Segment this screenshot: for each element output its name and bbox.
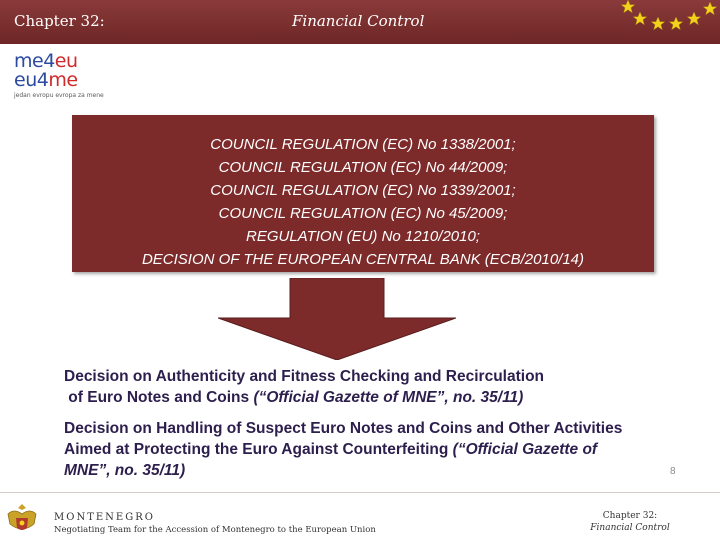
header-chapter: Chapter 32: [14,12,105,30]
decision-suspect-notes: Decision on Handling of Suspect Euro Notes and Coins and Other Activities Aimed at Protecting the Euro Against Counterfeiting (“Official Gazette of MNE”, no. 35/11) [64,420,623,479]
regulations-box [72,115,654,272]
footer-divider [0,492,720,493]
footer-country: MONTENEGRO [54,512,155,523]
regulation-item: COUNCIL REGULATION (EC) No 44/2009; [218,159,508,176]
footer-chapter: Chapter 32: [602,511,658,521]
regulation-item: COUNCIL REGULATION (EC) No 1338/2001; [210,136,516,153]
regulation-item: COUNCIL REGULATION (EC) No 45/2009; [218,205,508,222]
me4eu-logo: me4eu eu4me jedan evropu evropa za mene [14,50,104,99]
decision-authenticity: Decision on Authenticity and Fitness Checking and Recirculation of Euro Notes and Coins (“Official Gazette of MNE”, no. 35/11) [64,368,545,406]
footer-team: Negotiating Team for the Accession of Montenegro to the European Union [54,525,376,535]
regulation-item: REGULATION (EU) No 1210/2010; [246,228,480,245]
down-arrow-icon [218,278,456,360]
regulation-item: COUNCIL REGULATION (EC) No 1339/2001; [210,182,516,199]
page-number: 8 [670,466,676,477]
header-bar [0,0,720,44]
eu-stars-icon [610,0,720,40]
montenegro-emblem-icon [4,500,40,538]
footer-chapter-title: Financial Control [590,523,670,533]
regulations-list [72,133,654,271]
regulation-item: DECISION OF THE EUROPEAN CENTRAL BANK (ECB/2010/14) [141,251,585,268]
header-title: Financial Control [292,12,425,30]
